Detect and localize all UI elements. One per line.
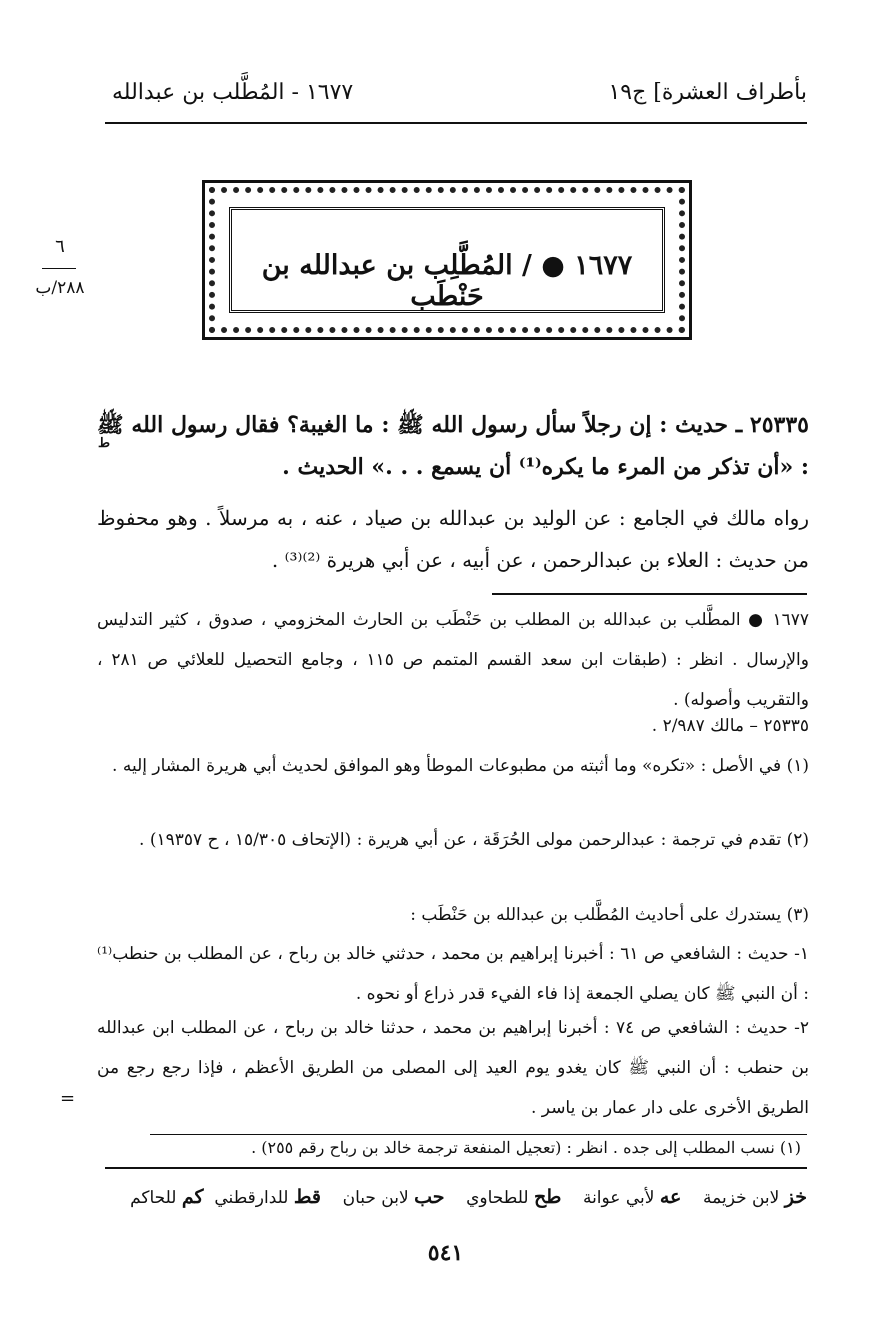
riwaya-text: رواه مالك في الجامع : عن الوليد بن عبدالله بن صياد ، عنه ، به مرسلاً . وهو محفوظ من حديث : العلاء بن عبدالرحمن ، عن أبيه ، عن أبي هريرة ⁽²⁾⁽³⁾ .: [97, 506, 809, 572]
margin-rule: [42, 268, 76, 269]
siglum-item: حب لابن حبان: [342, 1186, 445, 1208]
footnote-3-item-2: ٢- حديث : الشافعي ص ٧٤ : أخبرنا إبراهيم بن محمد ، حدثنا خالد بن رباح ، عن المطلب ابن عبدالله بن حنطب : أن النبي ﷺ كان يغدو يوم العيد إلى المصلى من الطريق الأعظم ، فإذا رجع رجع من الطريق الأخرى على دار عمار بن ياسر .: [97, 1018, 809, 1118]
margin-continuation-mark: =: [60, 1088, 76, 1109]
footnote-separator: [492, 593, 807, 595]
footnote-3-item-1: ١- حديث : الشافعي ص ٦١ : أخبرنا إبراهيم بن محمد ، حدثني خالد بن رباح ، عن المطلب بن حنطب⁽¹⁾ : أن النبي ﷺ كان يصلي الجمعة إذا فاء الفيء قدر ذراع أو نحوه .: [97, 944, 809, 1004]
footnote-3: (٣) يستدرك على أحاديث المُطَّلب بن عبدالله بن حَنْطَب :: [410, 905, 809, 925]
siglum-item: عه لأبي عوانة: [582, 1186, 682, 1208]
siglum-item: خز لابن خزيمة: [703, 1186, 807, 1208]
sub-footnote-separator: [150, 1134, 807, 1135]
hadith-siglum: ط: [98, 436, 111, 451]
siglum-item: كم للحاكم: [130, 1186, 204, 1208]
footnote-1: (١) في الأصل : «تكره» وما أثبته من مطبوعات الموطأ وهو الموافق لحديث أبي هريرة المشار إليه .: [112, 756, 809, 776]
margin-folio: ٢٨٨/ب: [35, 278, 85, 298]
siglum-item: قط للدارقطني: [214, 1186, 321, 1208]
running-title-left: ١٦٧٧ - المُطَّلب بن عبدالله: [112, 80, 354, 105]
footnote-2: (٢) تقدم في ترجمة : عبدالرحمن مولى الحُرَقَة ، عن أبي هريرة : (الإتحاف ١٥/٣٠٥ ، ح ١٩٣٥٧) .: [139, 830, 809, 850]
hadith-text: ٢٥٣٣٥ ـ حديث : إن رجلاً سأل رسول الله ﷺ : ما الغيبة؟ فقال رسول الله ﷺ : «أن تذكر من المرء ما يكره⁽¹⁾ أن يسمع . . .» الحديث .: [97, 412, 809, 480]
page-number: ٥٤١: [427, 1240, 464, 1266]
running-title-right: بأطراف العشرة] ج١٩: [608, 80, 807, 105]
sigla-legend: [130, 1186, 807, 1208]
bottom-rule: [105, 1167, 807, 1169]
margin-number: ٦: [55, 236, 65, 257]
footnote-narrator: ١٦٧٧ ● المطَّلب بن عبدالله بن المطلب بن حَنْطَب بن الحارث المخزومي ، صدوق ، كثير التدليس والإرسال . انظر : (طبقات ابن سعد القسم المتمم ص ١١٥ ، وجامع التحصيل للعلائي ص ٢٨١ ، والتقريب وأصوله) .: [97, 610, 809, 710]
chapter-title: ١٦٧٧ ● / المُطَّلِب بن عبدالله بن حَنْطَب: [261, 250, 633, 312]
sub-footnote: (١) نسب المطلب إلى جده . انظر : (تعجيل المنفعة ترجمة خالد بن رباح رقم ٢٥٥) .: [251, 1138, 801, 1157]
header-rule: [105, 122, 807, 124]
footnote-source: ٢٥٣٣٥ – مالك ٢/٩٨٧ .: [651, 716, 809, 736]
siglum-item: طح للطحاوي: [466, 1186, 562, 1208]
